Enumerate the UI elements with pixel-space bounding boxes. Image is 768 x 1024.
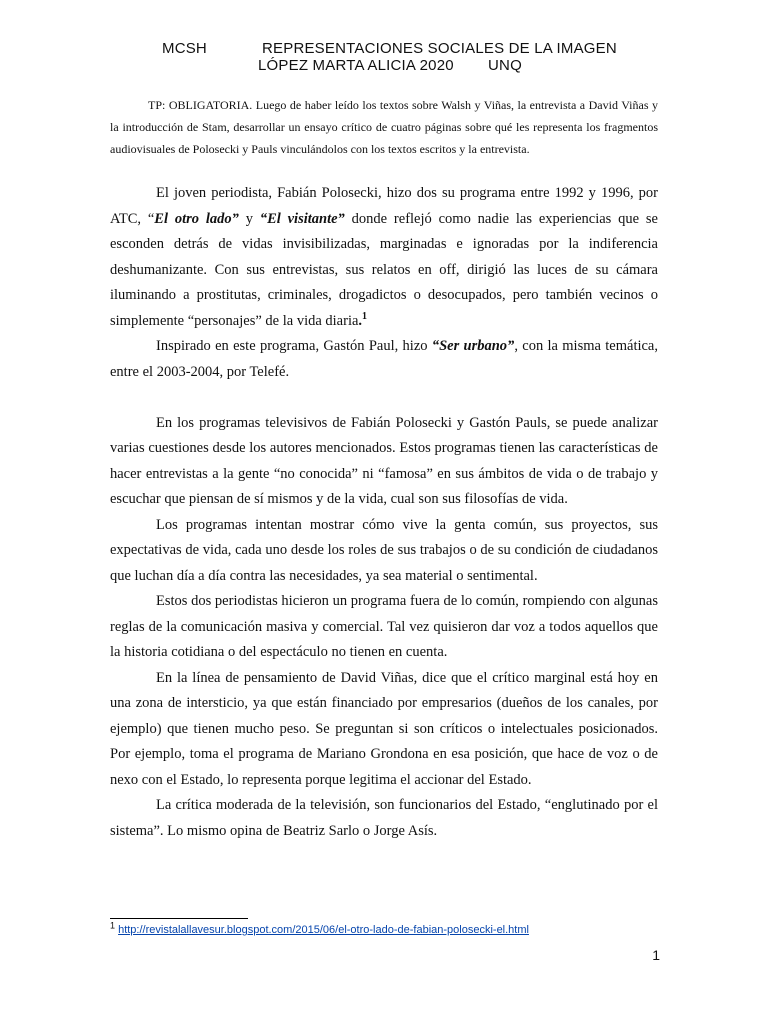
header-course-title: REPRESENTACIONES SOCIALES DE LA IMAGEN — [262, 40, 617, 57]
header-author: LÓPEZ MARTA ALICIA 2020 — [258, 57, 454, 74]
p1-period: . — [358, 312, 363, 329]
p1-text-b: y — [238, 210, 260, 227]
page-number: 1 — [652, 947, 660, 963]
header-course-code: MCSH — [162, 40, 207, 57]
paragraph-4: Los programas intentan mostrar cómo vive la genta común, sus proyectos, sus expectativas de vida, cada uno desde los roles de sus trabajos o de su condición de ciudadanos que luchan día a día contra las necesidades, ya sea material o sentimental. — [110, 516, 658, 584]
footnote-link[interactable]: http://revistalallavesur.blogspot.com/2015/06/el-otro-lado-de-fabian-polosecki-el.html — [118, 924, 529, 936]
paragraph-2 — [110, 334, 658, 385]
instructions-text: TP: OBLIGATORIA. Luego de haber leído los textos sobre Walsh y Viñas, la entrevista a David Viñas y la introducción de Stam, desarrollar un ensayo crítico de cuatro páginas sobre qué les representa los fragmentos audiovisuales de Polosecki y Pauls vinculándolos con los textos escritos y la entrevista. — [110, 98, 658, 156]
p1-text-a: El joven periodista, Fabián Polosecki, hizo dos su programa entre 1992 y 1996, por ATC, “ — [110, 185, 658, 227]
header-university: UNQ — [488, 57, 522, 74]
p1-text-c: donde reflejó como nadie las experiencias que se esconden detrás de vidas invisibilizadas, marginadas e ignoradas por la indiferencia deshumanizante. Con sus entrevistas, sus relatos en off, dirigió las luces de su cámara iluminando a prostitutas, criminales, drogadictos o desocupados, pero también vecinos o simplemente “personajes” de la vida diaria — [110, 210, 658, 329]
document-body — [110, 181, 658, 844]
paragraph-5: Estos dos periodistas hicieron un programa fuera de lo común, rompiendo con algunas reglas de la comunicación masiva y comercial. Tal vez quisieron dar voz a todos aquellos que la historia cotidiana o del espectáculo no tienen en cuenta. — [110, 593, 658, 660]
footnote-number: 1 — [110, 920, 116, 931]
p2-text-b: , con la misma temática, entre el 2003-2004, por Telefé. — [110, 338, 658, 380]
paragraph-6: En la línea de pensamiento de David Viñas, dice que el crítico marginal está hoy en una zona de intersticio, ya que están financiado por empresarios (dueños de los canales, por ejemplo) que tienen mucho peso. Se preguntan si son críticos o intelectuales posicionados. Por ejemplo, toma el programa de Mariano Grondona en esa posición, que hace de voz o de nexo con el Estado, lo representa porque legitima el accionar del Estado. — [110, 669, 658, 788]
paragraph-1 — [110, 181, 658, 334]
paragraph-7: La crítica moderada de la televisión, son funcionarios del Estado, “englutinado por el sistema”. Lo mismo opina de Beatriz Sarlo o Jorge Asís. — [110, 797, 658, 839]
p2-text-a: Inspirado en este programa, Gastón Paul, hizo — [156, 338, 432, 354]
footnote-divider — [110, 918, 248, 919]
footnote — [110, 920, 710, 937]
p2-show-title: “Ser urbano” — [431, 338, 515, 354]
assignment-instructions — [110, 94, 658, 160]
footnote-reference[interactable]: 1 — [362, 310, 368, 322]
p1-show-title-2: “El visitante” — [259, 210, 345, 227]
p1-show-title-1: El otro lado” — [154, 210, 239, 227]
paragraph-spacer — [110, 385, 658, 411]
paragraph-3: En los programas televisivos de Fabián Polosecki y Gastón Pauls, se puede analizar varias cuestiones desde los autores mencionados. Estos programas tienen las características de hacer entrevistas a la gente “no conocida” ni “famosa” en sus ámbitos de vida o de trabajo y escuchar que piensan de sí mismos y de la vida, cual son sus filosofías de vida. — [110, 414, 658, 507]
